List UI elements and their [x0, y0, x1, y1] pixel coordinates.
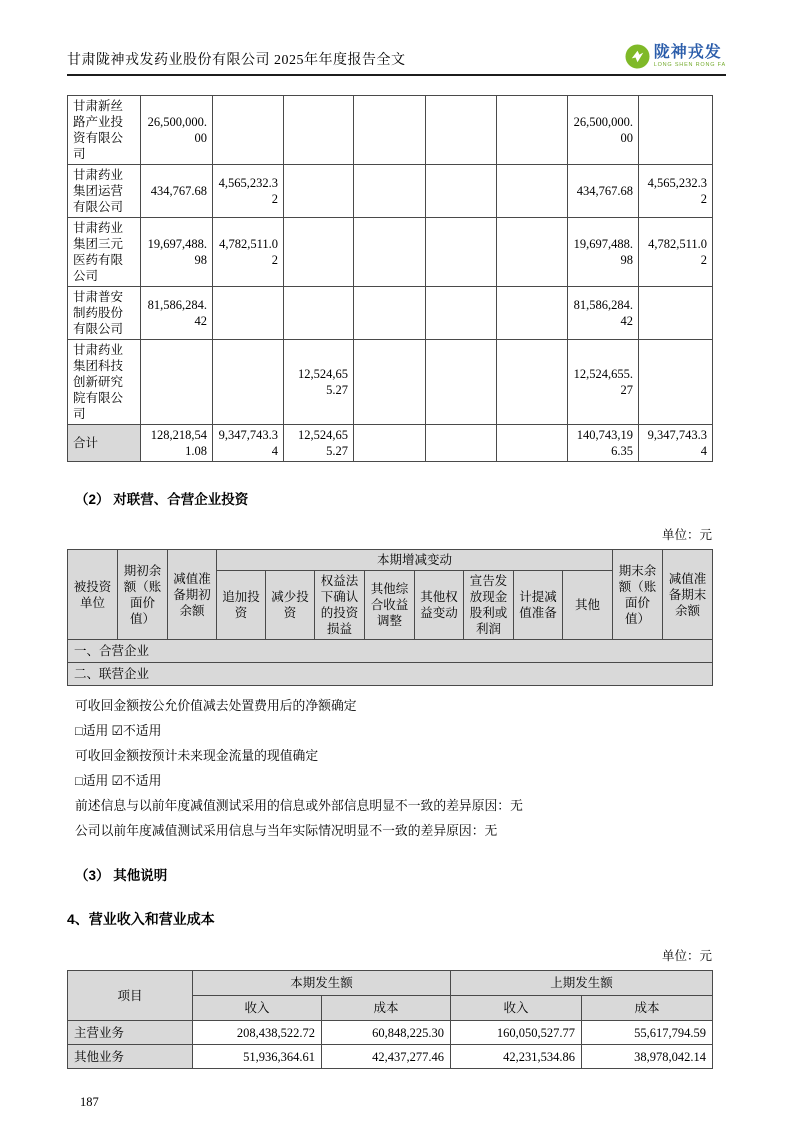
table-row [68, 218, 713, 287]
amount-cell [354, 425, 426, 462]
applicability-line: □适用 ☑不适用 [75, 724, 162, 739]
table-row [68, 287, 713, 340]
amount-cell [354, 165, 426, 218]
joint-venture-section-row [68, 640, 713, 663]
amount-cell [639, 340, 713, 425]
amount-cell: 4,565,232.32 [213, 165, 284, 218]
amount-cell [284, 287, 354, 340]
amount-cell [354, 287, 426, 340]
amount-cell [426, 218, 497, 287]
item-label-cell: 其他业务 [68, 1045, 193, 1069]
amount-cell: 4,782,511.02 [639, 218, 713, 287]
company-logo [625, 44, 726, 69]
amount-cell [213, 340, 284, 425]
section-heading-3: （3） 其他说明 [75, 868, 168, 884]
notes-block [67, 699, 726, 838]
unit-label: 单位：元 [661, 528, 712, 542]
col-header-add-investment: 追加投资 [217, 571, 266, 640]
company-name-cell: 甘肃药业集团三元医药有限公司 [68, 218, 141, 287]
col-header-other: 其他 [563, 571, 613, 640]
note-line: 可收回金额按公允价值减去处置费用后的净额确定 [75, 699, 357, 713]
amount-cell [354, 218, 426, 287]
col-header-end-impairment: 减值准备期末余额 [663, 550, 713, 640]
col-header-impairment-provision: 计提减值准备 [514, 571, 563, 640]
revenue-cost-table [67, 970, 713, 1069]
amount-cell: 12,524,655.27 [568, 340, 639, 425]
applicability-line: □适用 ☑不适用 [75, 774, 162, 789]
total-row [68, 425, 713, 462]
amount-cell [639, 287, 713, 340]
amount-cell [141, 340, 213, 425]
page-header [67, 44, 726, 76]
company-name-cell: 甘肃药业集团科技创新研究院有限公司 [68, 340, 141, 425]
amount-cell [284, 218, 354, 287]
amount-cell: 19,697,488.98 [568, 218, 639, 287]
amount-cell: 81,586,284.42 [141, 287, 213, 340]
logo-text [654, 45, 726, 69]
amount-cell: 26,500,000.00 [141, 96, 213, 165]
col-header-cost-current: 成本 [322, 996, 451, 1021]
amount-cell: 42,231,534.86 [451, 1045, 582, 1069]
header-row [68, 550, 713, 571]
col-header-cost-prior: 成本 [582, 996, 713, 1021]
col-header-other-equity-change: 其他权益变动 [415, 571, 464, 640]
table-row [68, 165, 713, 218]
amount-cell [426, 425, 497, 462]
amount-cell: 128,218,541.08 [141, 425, 213, 462]
amount-cell: 42,437,277.46 [322, 1045, 451, 1069]
note-line: 前述信息与以前年度减值测试采用的信息或外部信息明显不一致的差异原因：无 [75, 799, 523, 814]
col-header-begin-balance: 期初余额（账面价值） [118, 550, 168, 640]
unit-label: 单位：元 [661, 949, 712, 964]
amount-cell: 81,586,284.42 [568, 287, 639, 340]
amount-cell [426, 340, 497, 425]
amount-cell: 434,767.68 [568, 165, 639, 218]
amount-cell: 4,782,511.02 [213, 218, 284, 287]
amount-cell [284, 96, 354, 165]
amount-cell [426, 96, 497, 165]
amount-cell: 140,743,196.35 [568, 425, 639, 462]
amount-cell: 12,524,655.27 [284, 340, 354, 425]
note-line: 可收回金额按预计未来现金流量的现值确定 [75, 749, 319, 764]
table-row [68, 1021, 713, 1045]
col-header-investee: 被投资单位 [68, 550, 118, 640]
amount-cell [497, 425, 568, 462]
col-header-declared-dividend: 宣告发放现金股利或利润 [464, 571, 514, 640]
amount-cell [426, 165, 497, 218]
amount-cell: 9,347,743.34 [639, 425, 713, 462]
col-group-current-period: 本期发生额 [193, 971, 451, 996]
logo-name: 陇神戎发 [653, 43, 722, 61]
col-header-equity-method-pl: 权益法下确认的投资损益 [315, 571, 365, 640]
col-group-current-change: 本期增减变动 [217, 550, 613, 571]
col-header-end-balance: 期末余额（账面价值） [613, 550, 663, 640]
col-group-prior-period: 上期发生额 [451, 971, 713, 996]
col-header-oci-adjustment: 其他综合收益调整 [365, 571, 415, 640]
amount-cell: 38,978,042.14 [582, 1045, 713, 1069]
item-label-cell: 主营业务 [68, 1021, 193, 1045]
investment-detail-table [67, 95, 713, 462]
amount-cell [213, 96, 284, 165]
col-header-begin-impairment: 减值准备期初余额 [168, 550, 217, 640]
company-name-cell: 甘肃新丝路产业投资有限公司 [68, 96, 141, 165]
amount-cell: 51,936,364.61 [193, 1045, 322, 1069]
table-row [68, 1045, 713, 1069]
table-row [68, 96, 713, 165]
amount-cell: 9,347,743.34 [213, 425, 284, 462]
amount-cell: 26,500,000.00 [568, 96, 639, 165]
section-label-cell: 二、联营企业 [68, 663, 713, 686]
page-number: 187 [80, 1095, 99, 1110]
joint-venture-table [67, 549, 713, 686]
col-header-reduce-investment: 减少投资 [266, 571, 315, 640]
col-header-income-prior: 收入 [451, 996, 582, 1021]
amount-cell: 19,697,488.98 [141, 218, 213, 287]
section-label-cell: 一、合营企业 [68, 640, 713, 663]
amount-cell: 208,438,522.72 [193, 1021, 322, 1045]
total-label-cell: 合计 [68, 425, 141, 462]
amount-cell: 4,565,232.32 [639, 165, 713, 218]
amount-cell: 12,524,655.27 [284, 425, 354, 462]
amount-cell: 55,617,794.59 [582, 1021, 713, 1045]
amount-cell [639, 96, 713, 165]
amount-cell [497, 287, 568, 340]
col-header-item: 项目 [68, 971, 193, 1021]
section-heading-2: （2） 对联营、合营企业投资 [75, 492, 249, 507]
amount-cell [497, 340, 568, 425]
amount-cell: 60,848,225.30 [322, 1021, 451, 1045]
table-row [68, 340, 713, 425]
col-header-income-current: 收入 [193, 996, 322, 1021]
company-name-cell: 甘肃药业集团运营有限公司 [68, 165, 141, 218]
amount-cell [497, 218, 568, 287]
amount-cell [284, 165, 354, 218]
amount-cell [497, 165, 568, 218]
header-row [68, 971, 713, 996]
logo-subtitle: LONG SHEN RONG FA [653, 61, 726, 68]
amount-cell [354, 96, 426, 165]
amount-cell [354, 340, 426, 425]
amount-cell: 434,767.68 [141, 165, 213, 218]
associate-section-row [68, 663, 713, 686]
company-name-cell: 甘肃普安制药股份有限公司 [68, 287, 141, 340]
amount-cell [426, 287, 497, 340]
section-heading-4: 4、营业收入和营业成本 [67, 911, 215, 928]
amount-cell: 160,050,527.77 [451, 1021, 582, 1045]
logo-icon [625, 44, 650, 69]
amount-cell [213, 287, 284, 340]
report-title: 甘肃陇神戎发药业股份有限公司 2025年年度报告全文 [67, 53, 406, 68]
note-line: 公司以前年度减值测试采用信息与当年实际情况明显不一致的差异原因：无 [75, 824, 498, 839]
amount-cell [497, 96, 568, 165]
